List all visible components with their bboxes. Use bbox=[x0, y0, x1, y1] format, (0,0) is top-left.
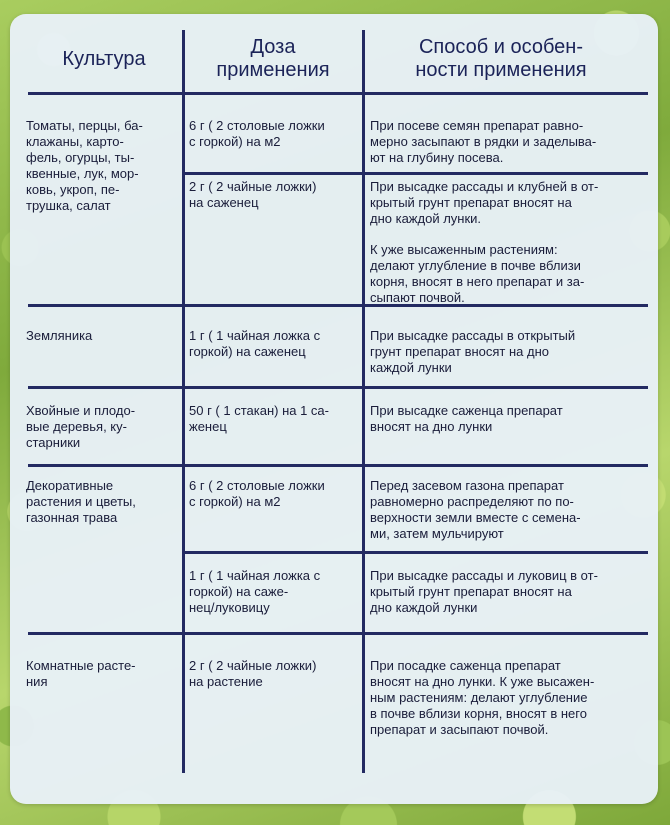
header-culture: Культура bbox=[62, 48, 146, 70]
row-divider-sub-2 bbox=[182, 551, 648, 554]
dose-cell-decorative-lawn: 6 г ( 2 столовые ложки с горкой) на м2 bbox=[189, 478, 325, 509]
header-divider bbox=[28, 92, 648, 95]
header-dose: Доза применения bbox=[216, 36, 330, 81]
culture-cell-houseplants: Комнатные расте- ния bbox=[26, 658, 136, 689]
column-divider-2 bbox=[362, 30, 365, 773]
method-cell-decorative-bulb: При высадке рассады и луковиц в от- крытый грунт препарат вносят на дно каждой лунки bbox=[370, 568, 598, 615]
dose-cell-decorative-bulb: 1 г ( 1 чайная ложка с горкой) на саже- нец/луковицу bbox=[189, 568, 321, 615]
culture-cell-trees: Хвойные и плодо- вые деревья, ку- старники bbox=[26, 403, 136, 450]
method-cell-houseplants: При посадке саженца препарат вносят на дно лунки. К уже высажен- ным растениям: делают углубление в почве вблизи корня, вносят в него препарат и засыпают почвой. bbox=[370, 658, 595, 737]
dose-cell-trees: 50 г ( 1 стакан) на 1 са- женец bbox=[189, 403, 329, 434]
dose-cell-vegetables-seed: 6 г ( 2 столовые ложки с горкой) на м2 bbox=[189, 118, 325, 149]
method-cell-decorative-lawn: Перед засевом газона препарат равномерно распределяют по по- верхности земли вместе с семена- ми, затем мульчируют bbox=[370, 478, 581, 541]
column-divider-1 bbox=[182, 30, 185, 773]
row-divider-4 bbox=[28, 632, 648, 635]
culture-cell-strawberry: Земляника bbox=[26, 328, 93, 343]
header-method: Способ и особен- ности применения bbox=[415, 36, 587, 81]
culture-cell-decorative: Декоративные растения и цветы, газонная трава bbox=[26, 478, 136, 525]
row-divider-2 bbox=[28, 386, 648, 389]
method-cell-vegetables-seed: При посеве семян препарат равно- мерно засыпают в рядки и заделыва- ют на глубину посева. bbox=[370, 118, 597, 165]
dose-cell-houseplants: 2 г ( 2 чайные ложки) на растение bbox=[189, 658, 317, 689]
row-divider-sub-1 bbox=[182, 172, 648, 175]
row-divider-3 bbox=[28, 464, 648, 467]
culture-cell-vegetables: Томаты, перцы, ба- клажаны, карто- фель, огурцы, ты- квенные, лук, мор- ковь, укроп, пе- трушка, салат bbox=[26, 118, 143, 213]
method-cell-vegetables-seedling: При высадке рассады и клубней в от- крытый грунт препарат вносят на дно каждой лунки. К уже высаженным растениям: делают углубление в почве вблизи корня, вносят в него препарат и за- сыпают почвой. bbox=[370, 179, 599, 305]
method-cell-trees: При высадке саженца препарат вносят на дно лунки bbox=[370, 403, 563, 434]
dose-cell-strawberry: 1 г ( 1 чайная ложка с горкой) на саженец bbox=[189, 328, 321, 359]
method-cell-strawberry: При высадке рассады в открытый грунт препарат вносят на дно каждой лунки bbox=[370, 328, 576, 375]
dose-cell-vegetables-seedling: 2 г ( 2 чайные ложки) на саженец bbox=[189, 179, 317, 210]
